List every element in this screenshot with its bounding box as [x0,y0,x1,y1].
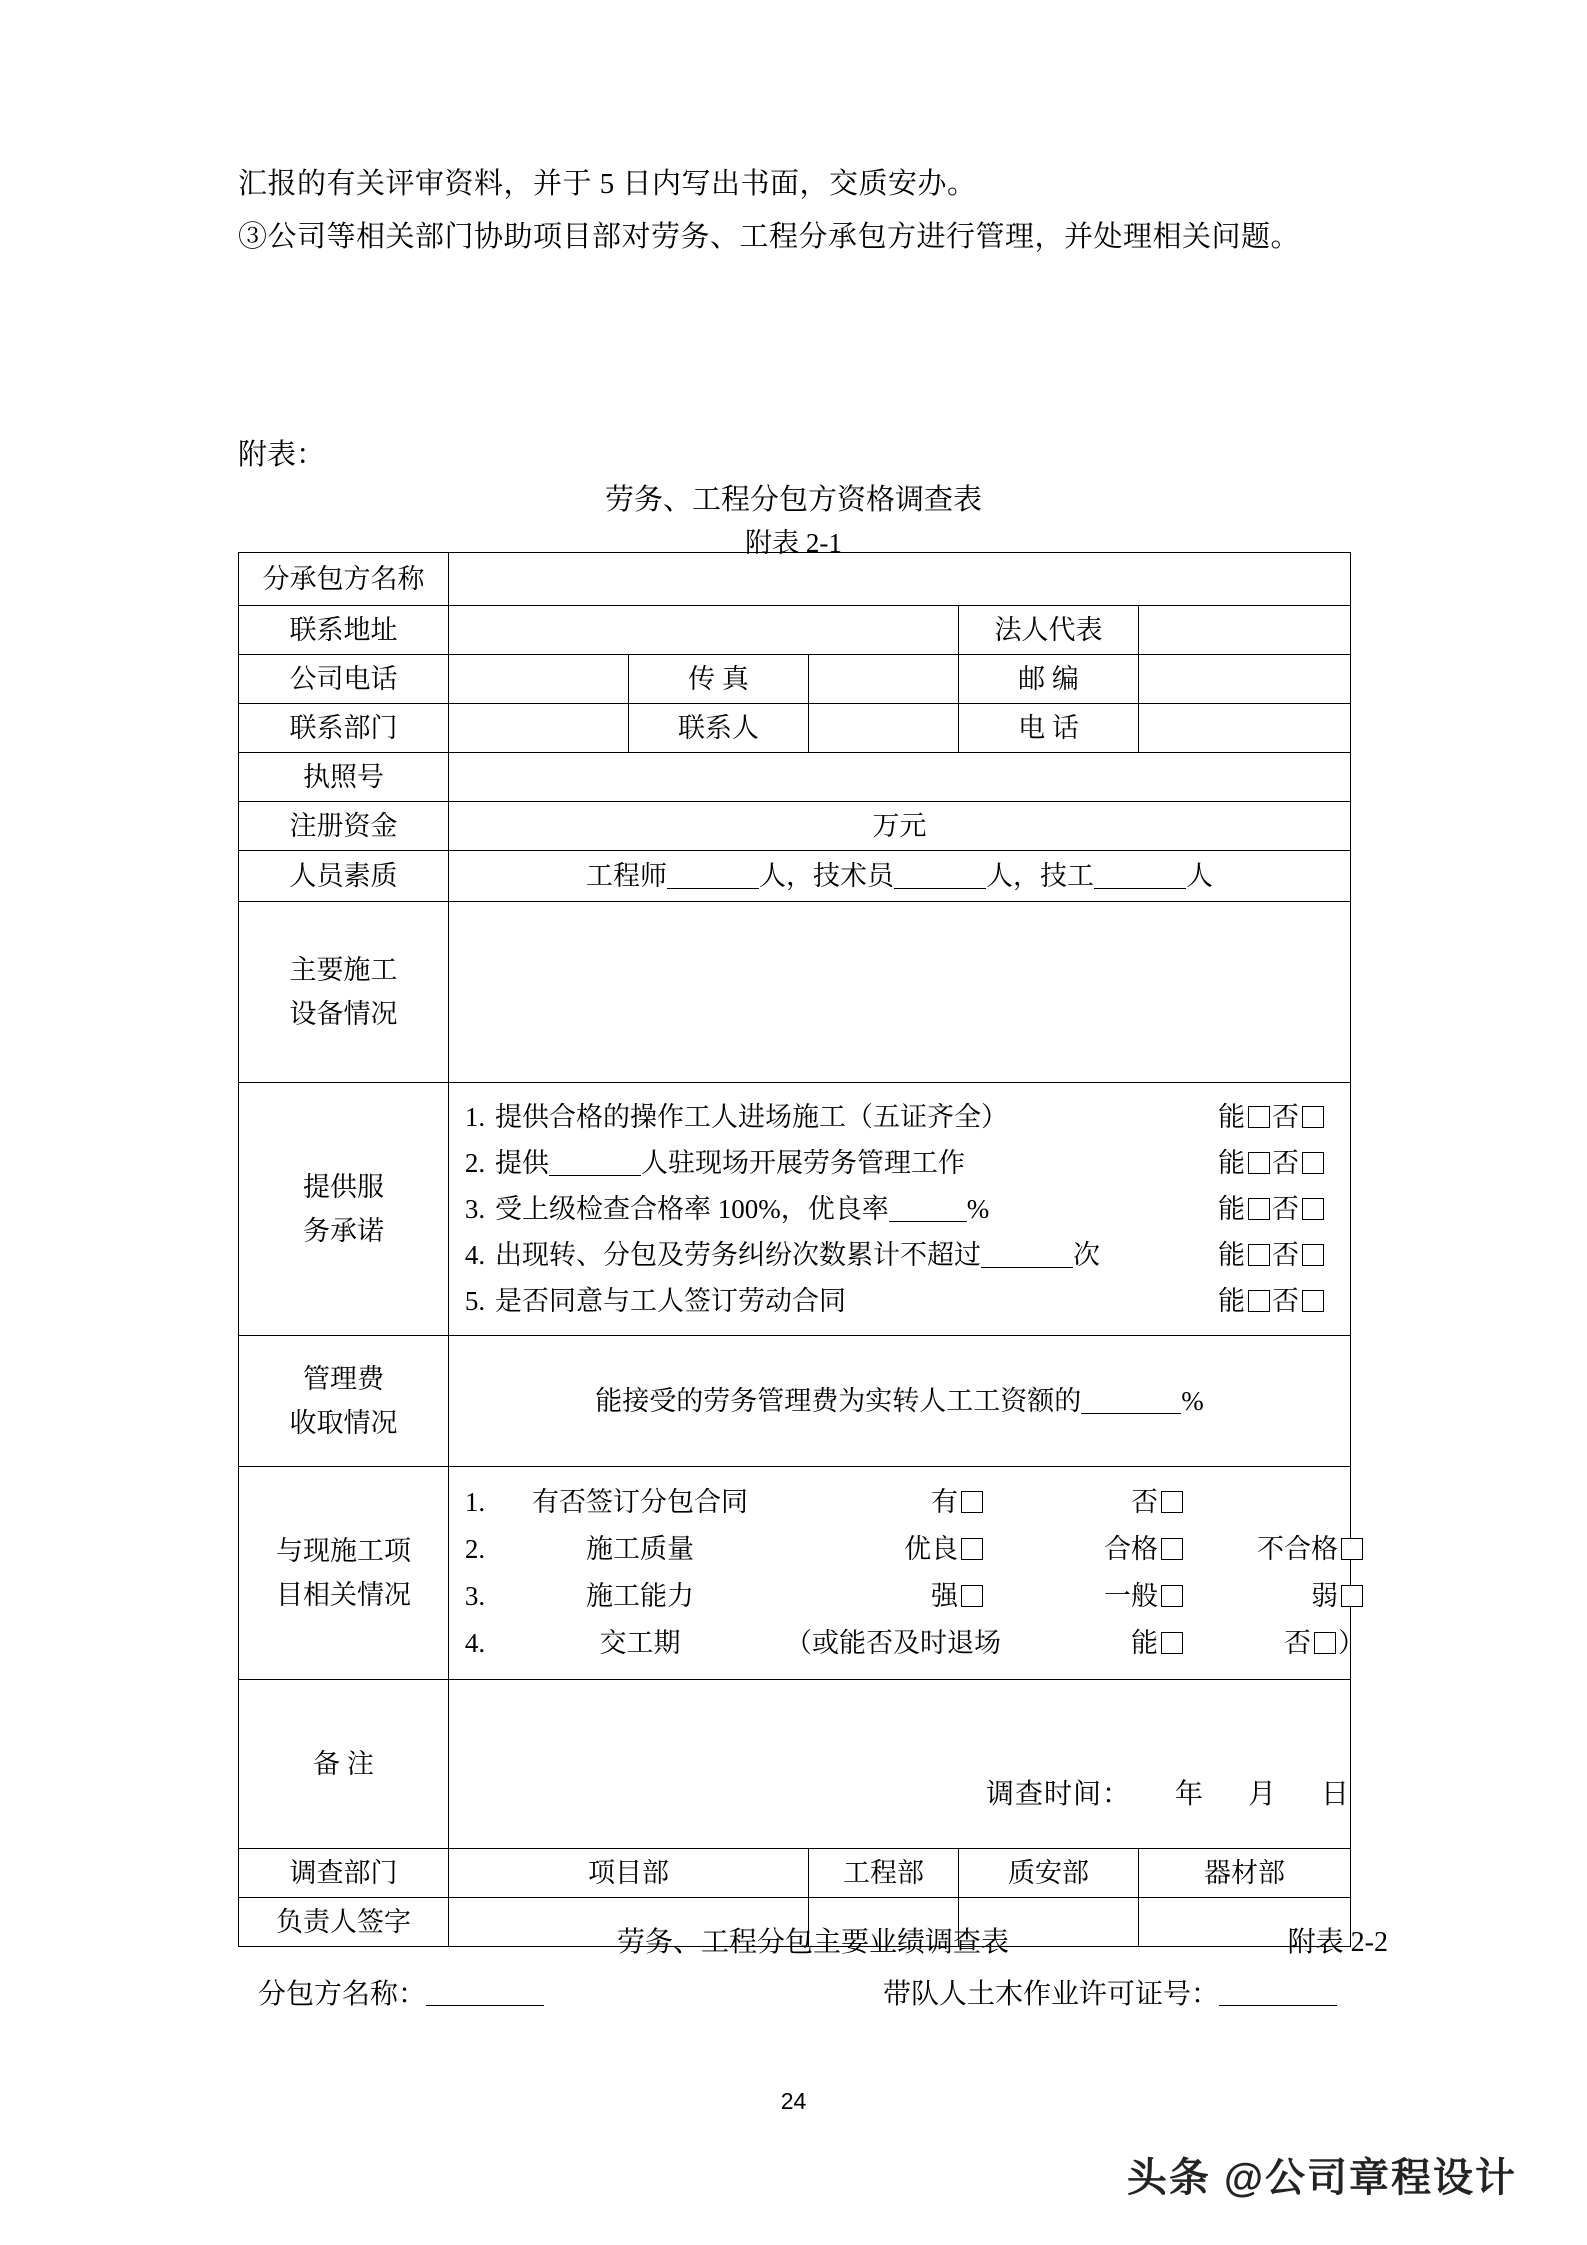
pq-part-1: 工程师 [586,861,668,891]
survey-time-year[interactable]: 年 [1174,1779,1204,1810]
table1-subtitle: 附表 2-1 [745,528,842,558]
paragraph-line-2: ③公司等相关部门协助项目部对劳务、工程分承包方进行管理，并处理相关问题。 [238,221,1301,253]
checkbox-yes[interactable] [1248,1198,1270,1220]
field-license-no [883,1972,1337,2012]
list-item [455,1094,1344,1140]
item-text: 提供合格的操作工人进场施工（五证齐全） [495,1102,1008,1132]
label-management-fee-line2: 收取情况 [289,1408,398,1438]
pq-part-2: 人，技术员 [759,861,895,891]
item-number: 3. [464,1581,486,1611]
watermark: 头条 @公司章程设计 [1126,2156,1517,2200]
item-blank[interactable] [981,1241,1073,1268]
value-registered-capital[interactable] [449,802,1351,851]
checkbox-option-2[interactable] [1161,1538,1183,1560]
item-option-2 [985,1573,1185,1620]
table-row [239,1849,1351,1898]
value-remark[interactable] [449,1680,1351,1849]
option-yes-label: 能 [1218,1148,1246,1178]
list-item [455,1140,1344,1186]
top-paragraph [238,158,1388,264]
attachment-label: 附表： [238,439,326,471]
option-yes-label: 能 [1218,1194,1246,1224]
label-legal-representative: 法人代表 [959,606,1139,655]
registered-capital-unit: 万元 [872,811,927,841]
list-item [455,1186,1344,1232]
page-number: 24 [780,2088,807,2114]
checkbox-no[interactable] [1302,1290,1324,1312]
label-contact-department: 联系部门 [239,704,449,753]
label-registered-capital: 注册资金 [239,802,449,851]
label-personnel-quality: 人员素质 [239,851,449,902]
table-row [239,902,1351,1083]
option-no-label: 否 [1272,1102,1300,1132]
pq-blank-technician[interactable] [894,862,986,889]
survey-time-line [238,1772,1350,1812]
item-option-1 [785,1526,985,1573]
label-management-fee-line1: 管理费 [303,1364,384,1394]
label-postcode: 邮 编 [959,655,1139,704]
option-label: 不合格 [1257,1534,1338,1564]
value-contact-person[interactable] [809,704,959,753]
value-fax[interactable] [809,655,959,704]
item-number: 4. [464,1628,486,1658]
service-promise-list [449,1083,1351,1336]
label-service-promise [239,1083,449,1336]
field-label: 分包方名称： [258,1979,427,2010]
item-number: 2. [464,1148,486,1178]
checkbox-yes[interactable] [1248,1106,1270,1128]
item-name: 有否签订分包合同 [532,1487,748,1517]
value-company-phone[interactable] [449,655,629,704]
item-option-1 [785,1573,985,1620]
item-options [1218,1140,1344,1186]
label-related-project-line2: 目相关情况 [276,1580,411,1610]
value-postcode[interactable] [1139,655,1351,704]
label-fax: 传 真 [629,655,809,704]
item-option-3 [1185,1573,1365,1620]
survey-time-day[interactable]: 日 [1320,1779,1350,1810]
option-label: 强 [931,1581,958,1611]
item-text-a: 出现转、分包及劳务纠纷次数累计不超过 [495,1240,981,1270]
table1-title: 劳务、工程分包方资格调查表 [604,484,982,516]
item-option-2 [985,1479,1185,1526]
table-row [239,851,1351,902]
mgmt-fee-text-before: 能接受的劳务管理费为实转人工工资额的 [595,1386,1082,1416]
checkbox-option-3[interactable] [1341,1538,1363,1560]
option-label: 弱 [1311,1581,1338,1611]
item-name: 施工能力 [586,1581,694,1611]
survey-time-month[interactable]: 月 [1247,1779,1277,1810]
label-license-no: 执照号 [239,753,449,802]
label-survey-department: 调查部门 [239,1849,449,1898]
option-note: （或能否及时退场 [785,1628,1001,1658]
list-item [455,1620,1365,1667]
value-subcontractor-name[interactable] [449,553,1351,606]
list-item [455,1479,1344,1526]
item-option-1 [785,1620,1001,1667]
label-company-phone: 公司电话 [239,655,449,704]
table2-heading [238,1920,1388,1960]
label-service-promise-line2: 务承诺 [303,1216,384,1246]
item-option-3 [1185,1620,1365,1667]
related-project-list [449,1467,1365,1680]
checkbox-option-2[interactable] [1161,1585,1183,1607]
item-number: 2. [464,1534,486,1564]
value-phone[interactable] [1139,704,1351,753]
value-contact-department[interactable] [449,704,629,753]
dept-header-quality-safety: 质安部 [959,1849,1139,1898]
option-label: 有 [931,1487,958,1517]
pq-blank-worker[interactable] [1094,862,1186,889]
item-number: 5. [464,1286,486,1316]
pq-blank-engineer[interactable] [667,862,759,889]
item-number: 1. [464,1102,486,1132]
label-remark: 备 注 [239,1680,449,1849]
option-label: 否 [1131,1487,1158,1517]
checkbox-no[interactable] [1302,1106,1324,1128]
survey-time-label: 调查时间： [985,1779,1131,1810]
qualification-survey-form [238,552,1365,1947]
option-suffix: ） [1338,1628,1365,1658]
option-no-label: 否 [1272,1286,1300,1316]
item-text [495,1186,989,1232]
mgmt-fee-text-after: % [1181,1386,1204,1416]
table2-subtitle: 附表 2-2 [1287,1927,1388,1958]
checkbox-option-2[interactable] [1161,1632,1183,1654]
item-text-b: % [966,1194,990,1224]
checkbox-option-1[interactable] [961,1538,983,1560]
item-blank[interactable] [889,1195,967,1222]
option-label: 合格 [1104,1534,1158,1564]
item-name: 交工期 [599,1628,681,1658]
item-text [495,1140,965,1186]
dept-header-project: 项目部 [449,1849,809,1898]
item-text [495,1232,1100,1278]
item-number: 3. [464,1194,486,1224]
field-blank[interactable] [426,1981,544,2006]
value-legal-representative[interactable] [1139,606,1351,655]
field-subcontractor-name [258,1972,544,2012]
value-license-no[interactable] [449,753,1351,802]
item-text-b: 人驻现场开展劳务管理工作 [641,1148,965,1178]
form-table [238,552,1365,1947]
table-row [239,655,1351,704]
label-contact-address: 联系地址 [239,606,449,655]
table-row [239,802,1351,851]
label-main-equipment-line1: 主要施工 [289,955,398,985]
paragraph-line-1: 汇报的有关评审资料，并于 5 日内写出书面，交质安办。 [238,168,977,200]
table-row [239,1336,1351,1467]
option-no-label: 否 [1272,1148,1300,1178]
checkbox-yes[interactable] [1248,1244,1270,1266]
dept-header-equipment: 器材部 [1139,1849,1351,1898]
value-contact-address[interactable] [449,606,959,655]
field-blank[interactable] [1219,1981,1337,2006]
table-row [239,553,1351,606]
item-option-1 [785,1479,985,1526]
label-responsible-signature: 负责人签字 [239,1898,449,1947]
item-option-3 [1185,1526,1365,1573]
pq-part-4: 人 [1186,861,1214,891]
value-personnel-quality[interactable] [449,851,1351,902]
checkbox-option-1[interactable] [961,1585,983,1607]
item-option-2 [985,1526,1185,1573]
label-subcontractor-name: 分承包方名称 [239,553,449,606]
table-row [239,1467,1351,1680]
mgmt-fee-blank[interactable] [1081,1387,1181,1414]
checkbox-option-3[interactable] [1314,1632,1336,1654]
checkbox-option-2[interactable] [1161,1491,1183,1513]
item-options [1218,1094,1344,1140]
item-name: 施工质量 [586,1534,694,1564]
value-main-equipment[interactable] [449,902,1351,1083]
option-no-label: 否 [1272,1240,1300,1270]
item-options [1218,1278,1344,1324]
item-text-b: 次 [1073,1240,1100,1270]
value-management-fee[interactable] [449,1336,1351,1467]
list-item [455,1526,1344,1573]
item-option-2 [985,1620,1185,1667]
checkbox-no[interactable] [1302,1244,1324,1266]
item-options [1218,1186,1344,1232]
label-management-fee [239,1336,449,1467]
table2-title: 劳务、工程分包主要业绩调查表 [616,1927,1009,1958]
label-main-equipment [239,902,449,1083]
table-row [239,704,1351,753]
label-phone: 电 话 [959,704,1139,753]
label-related-project [239,1467,449,1680]
option-label: 能 [1131,1628,1158,1658]
item-text-a: 受上级检查合格率 100%，优良率 [495,1194,889,1224]
option-label: 优良 [904,1534,958,1564]
item-number: 1. [464,1487,486,1517]
table-row [239,753,1351,802]
item-options [1218,1232,1344,1278]
dept-header-engineering: 工程部 [809,1849,959,1898]
checkbox-option-3[interactable] [1341,1585,1363,1607]
option-label: 否 [1284,1628,1311,1658]
list-item [455,1232,1344,1278]
label-main-equipment-line2: 设备情况 [289,999,398,1029]
item-text: 是否同意与工人签订劳动合同 [495,1286,846,1316]
item-blank[interactable] [549,1149,641,1176]
option-no-label: 否 [1272,1194,1300,1224]
checkbox-no[interactable] [1302,1152,1324,1174]
item-text-a: 提供 [495,1148,549,1178]
pq-part-3: 人，技工 [986,861,1095,891]
option-yes-label: 能 [1218,1286,1246,1316]
option-label: 一般 [1104,1581,1158,1611]
label-contact-person: 联系人 [629,704,809,753]
checkbox-no[interactable] [1302,1198,1324,1220]
item-number: 4. [464,1240,486,1270]
table-row [239,606,1351,655]
list-item [455,1573,1344,1620]
list-item [455,1278,1344,1324]
option-yes-label: 能 [1218,1102,1246,1132]
label-related-project-line1: 与现施工项 [276,1536,411,1566]
option-yes-label: 能 [1218,1240,1246,1270]
table-row [239,1083,1351,1336]
checkbox-yes[interactable] [1248,1152,1270,1174]
table-row [239,1680,1351,1849]
label-service-promise-line1: 提供服 [303,1172,384,1202]
checkbox-yes[interactable] [1248,1290,1270,1312]
field-label: 带队人土木作业许可证号： [883,1979,1220,2010]
checkbox-option-1[interactable] [961,1491,983,1513]
